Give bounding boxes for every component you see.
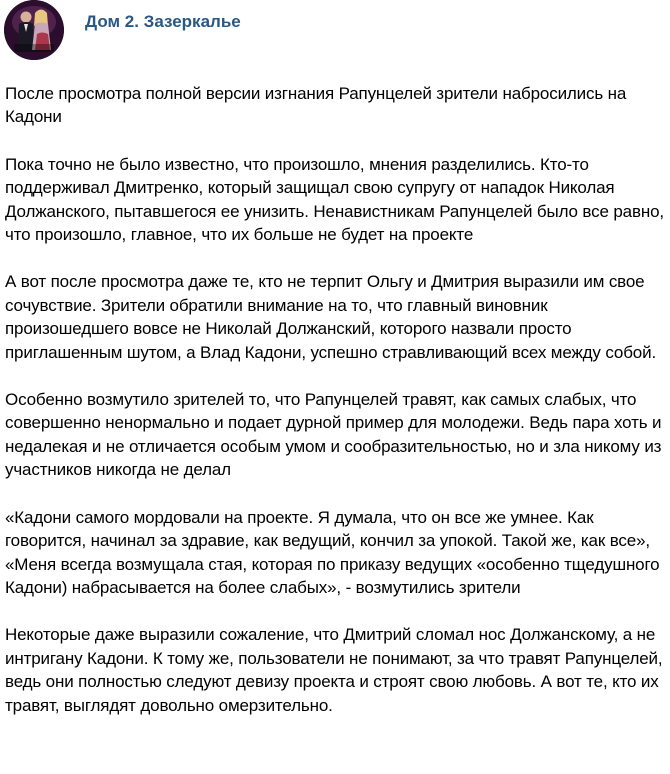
author-name-link[interactable]: Дом 2. Зазеркалье bbox=[85, 12, 241, 31]
post-paragraph-5: «Кадони самого мордовали на проекте. Я думала, что он все же умнее. Как говорится, начинал за здравие, как ведущий, кончил за упокой. Такой же, как все», «Меня всегда возмущала стая, которая по приказу ведущих «особенно тщедушного Кадони) набрасывается на более слабых», - возмутились зрители bbox=[5, 507, 660, 597]
post-paragraph-3: А вот после просмотра даже те, кто не терпит Ольгу и Дмитрия выразили им свое сочувствие. Зрители обратили внимание на то, что главный виновник произошедшего вовсе не Николай Должанский, которого назвали просто приглашенным шутом, а Влад Кадони, успешно стравливающий всех между собой. bbox=[5, 272, 657, 362]
post-paragraph-4: Особенно возмутило зрителей то, что Рапунцелей травят, как самых слабых, что совершенно ненормально и подает дурной пример для молодежи. Ведь пара хоть и недалекая и не отличается особым умом и сообразительностью, но и зла никому из участников никогда не делал bbox=[5, 390, 662, 480]
post-paragraph-1: После просмотра полной версии изгнания Рапунцелей зрители набросились на Кадони bbox=[5, 84, 627, 127]
post-header bbox=[0, 0, 670, 60]
post-paragraph-6: Некоторые даже выразили сожаление, что Дмитрий сломал нос Должанскому, а не интригану Кадони. К тому же, пользователи не понимают, за что травят Рапунцелей, ведь они полностью следуют девизу проекта и строят свою любовь. А вот те, кто их травят, выглядят довольно омерзительно. bbox=[5, 625, 663, 715]
community-avatar[interactable] bbox=[4, 0, 64, 60]
post-text bbox=[5, 82, 667, 717]
avatar-image bbox=[4, 0, 64, 60]
post-paragraph-2: Пока точно не было известно, что произошло, мнения разделились. Кто-то поддерживал Дмитренко, который защищал свою супругу от нападок Николая Должанского, пытавшегося ее унизить. Ненавистникам Рапунцелей было все равно, что произошло, главное, что их больше не будет на проекте bbox=[5, 154, 664, 245]
